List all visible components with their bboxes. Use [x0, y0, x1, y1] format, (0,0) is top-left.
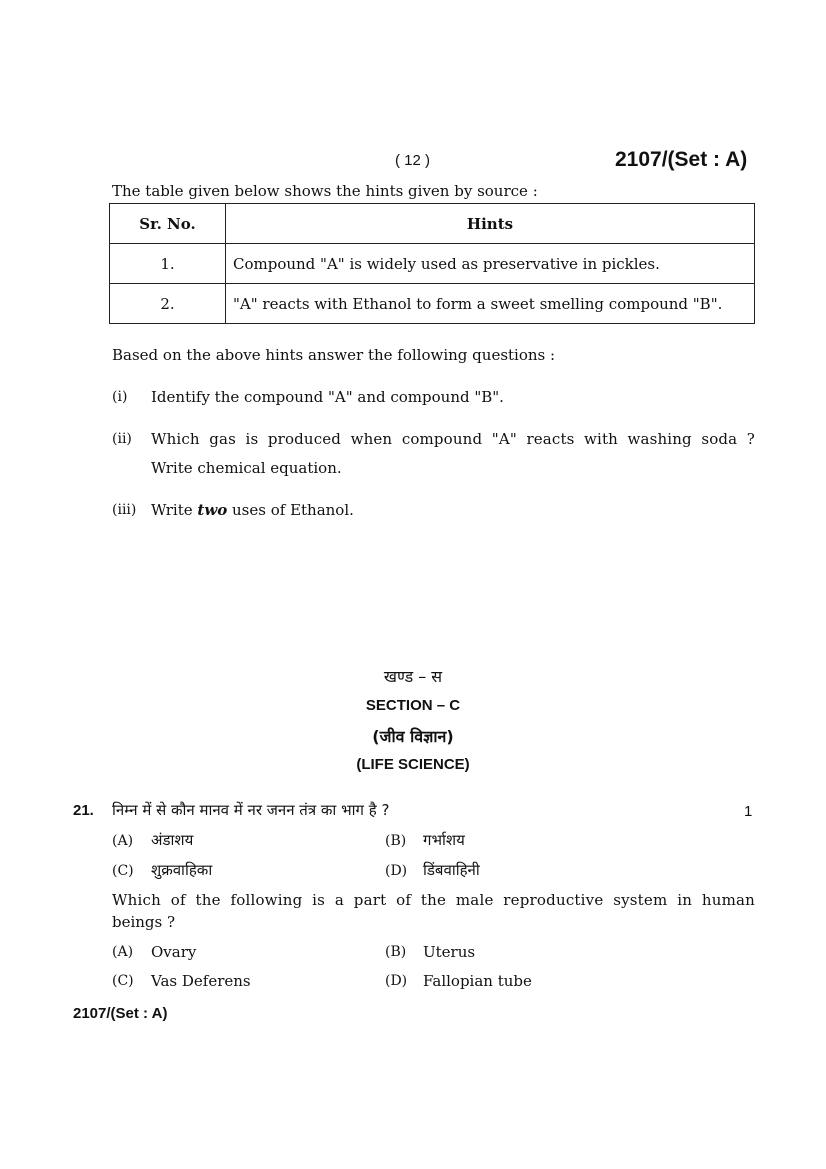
question-english: Which of the following is a part of the male reproductive system in human — [112, 891, 755, 909]
paper-code-footer: 2107/(Set : A) — [73, 1005, 168, 1022]
option-text: अंडाशय — [151, 831, 194, 849]
col-header-sr: Sr. No. — [110, 204, 226, 244]
instructions: Based on the above hints answer the following questions : — [112, 346, 556, 364]
option-letter: (D) — [385, 973, 408, 989]
subq-text — [151, 501, 354, 519]
row-sr: 1. — [110, 244, 226, 284]
question-number: 21. — [73, 802, 94, 819]
option-letter: (B) — [385, 833, 407, 849]
subq-text: Identify the compound "A" and compound "B". — [151, 388, 504, 406]
option-text: डिंबवाहिनी — [423, 861, 480, 879]
subq-text-part: uses of Ethanol. — [227, 501, 354, 519]
section-subject: (LIFE SCIENCE) — [356, 756, 470, 773]
subq-label: (iii) — [112, 502, 137, 518]
table-intro: The table given below shows the hints given by source : — [112, 182, 538, 200]
paper-code-header: 2107/(Set : A) — [615, 148, 748, 171]
option-letter: (A) — [112, 833, 134, 849]
subq-text-part: Write — [151, 501, 198, 519]
option-letter: (A) — [112, 944, 134, 960]
subq-label: (ii) — [112, 431, 132, 447]
subq-text: Write chemical equation. — [151, 459, 342, 477]
row-sr: 2. — [110, 284, 226, 324]
option-letter: (D) — [385, 863, 408, 879]
section-hindi: खण्ड – स — [383, 667, 443, 686]
option-text: शुक्रवाहिका — [151, 861, 213, 879]
section-subject-hindi: (जीव विज्ञान) — [372, 727, 454, 746]
option-text: Uterus — [423, 943, 476, 961]
table-header-row — [110, 204, 755, 244]
option-text: गर्भाशय — [423, 831, 465, 849]
emphasis: two — [197, 501, 228, 519]
option-letter: (C) — [112, 973, 134, 989]
question-marks: 1 — [744, 803, 753, 820]
option-text: Fallopian tube — [423, 972, 532, 990]
row-hint: Compound "A" is widely used as preservative in pickles. — [226, 244, 755, 284]
table-row — [110, 284, 755, 324]
section-title: SECTION – C — [365, 697, 461, 714]
option-letter: (C) — [112, 863, 134, 879]
col-header-hints: Hints — [226, 204, 755, 244]
option-text: Vas Deferens — [151, 972, 251, 990]
question-hindi: निम्न में से कौन मानव में नर जनन तंत्र का भाग है ? — [112, 801, 390, 819]
table-row — [110, 244, 755, 284]
option-text: Ovary — [151, 943, 197, 961]
row-hint: "A" reacts with Ethanol to form a sweet smelling compound "B". — [226, 284, 755, 324]
subq-text: Which gas is produced when compound "A" reacts with washing soda ? — [151, 430, 755, 448]
hints-table — [109, 203, 755, 324]
subq-label: (i) — [112, 389, 128, 405]
page-number: ( 12 ) — [395, 152, 431, 169]
option-letter: (B) — [385, 944, 407, 960]
question-english: beings ? — [112, 913, 176, 931]
